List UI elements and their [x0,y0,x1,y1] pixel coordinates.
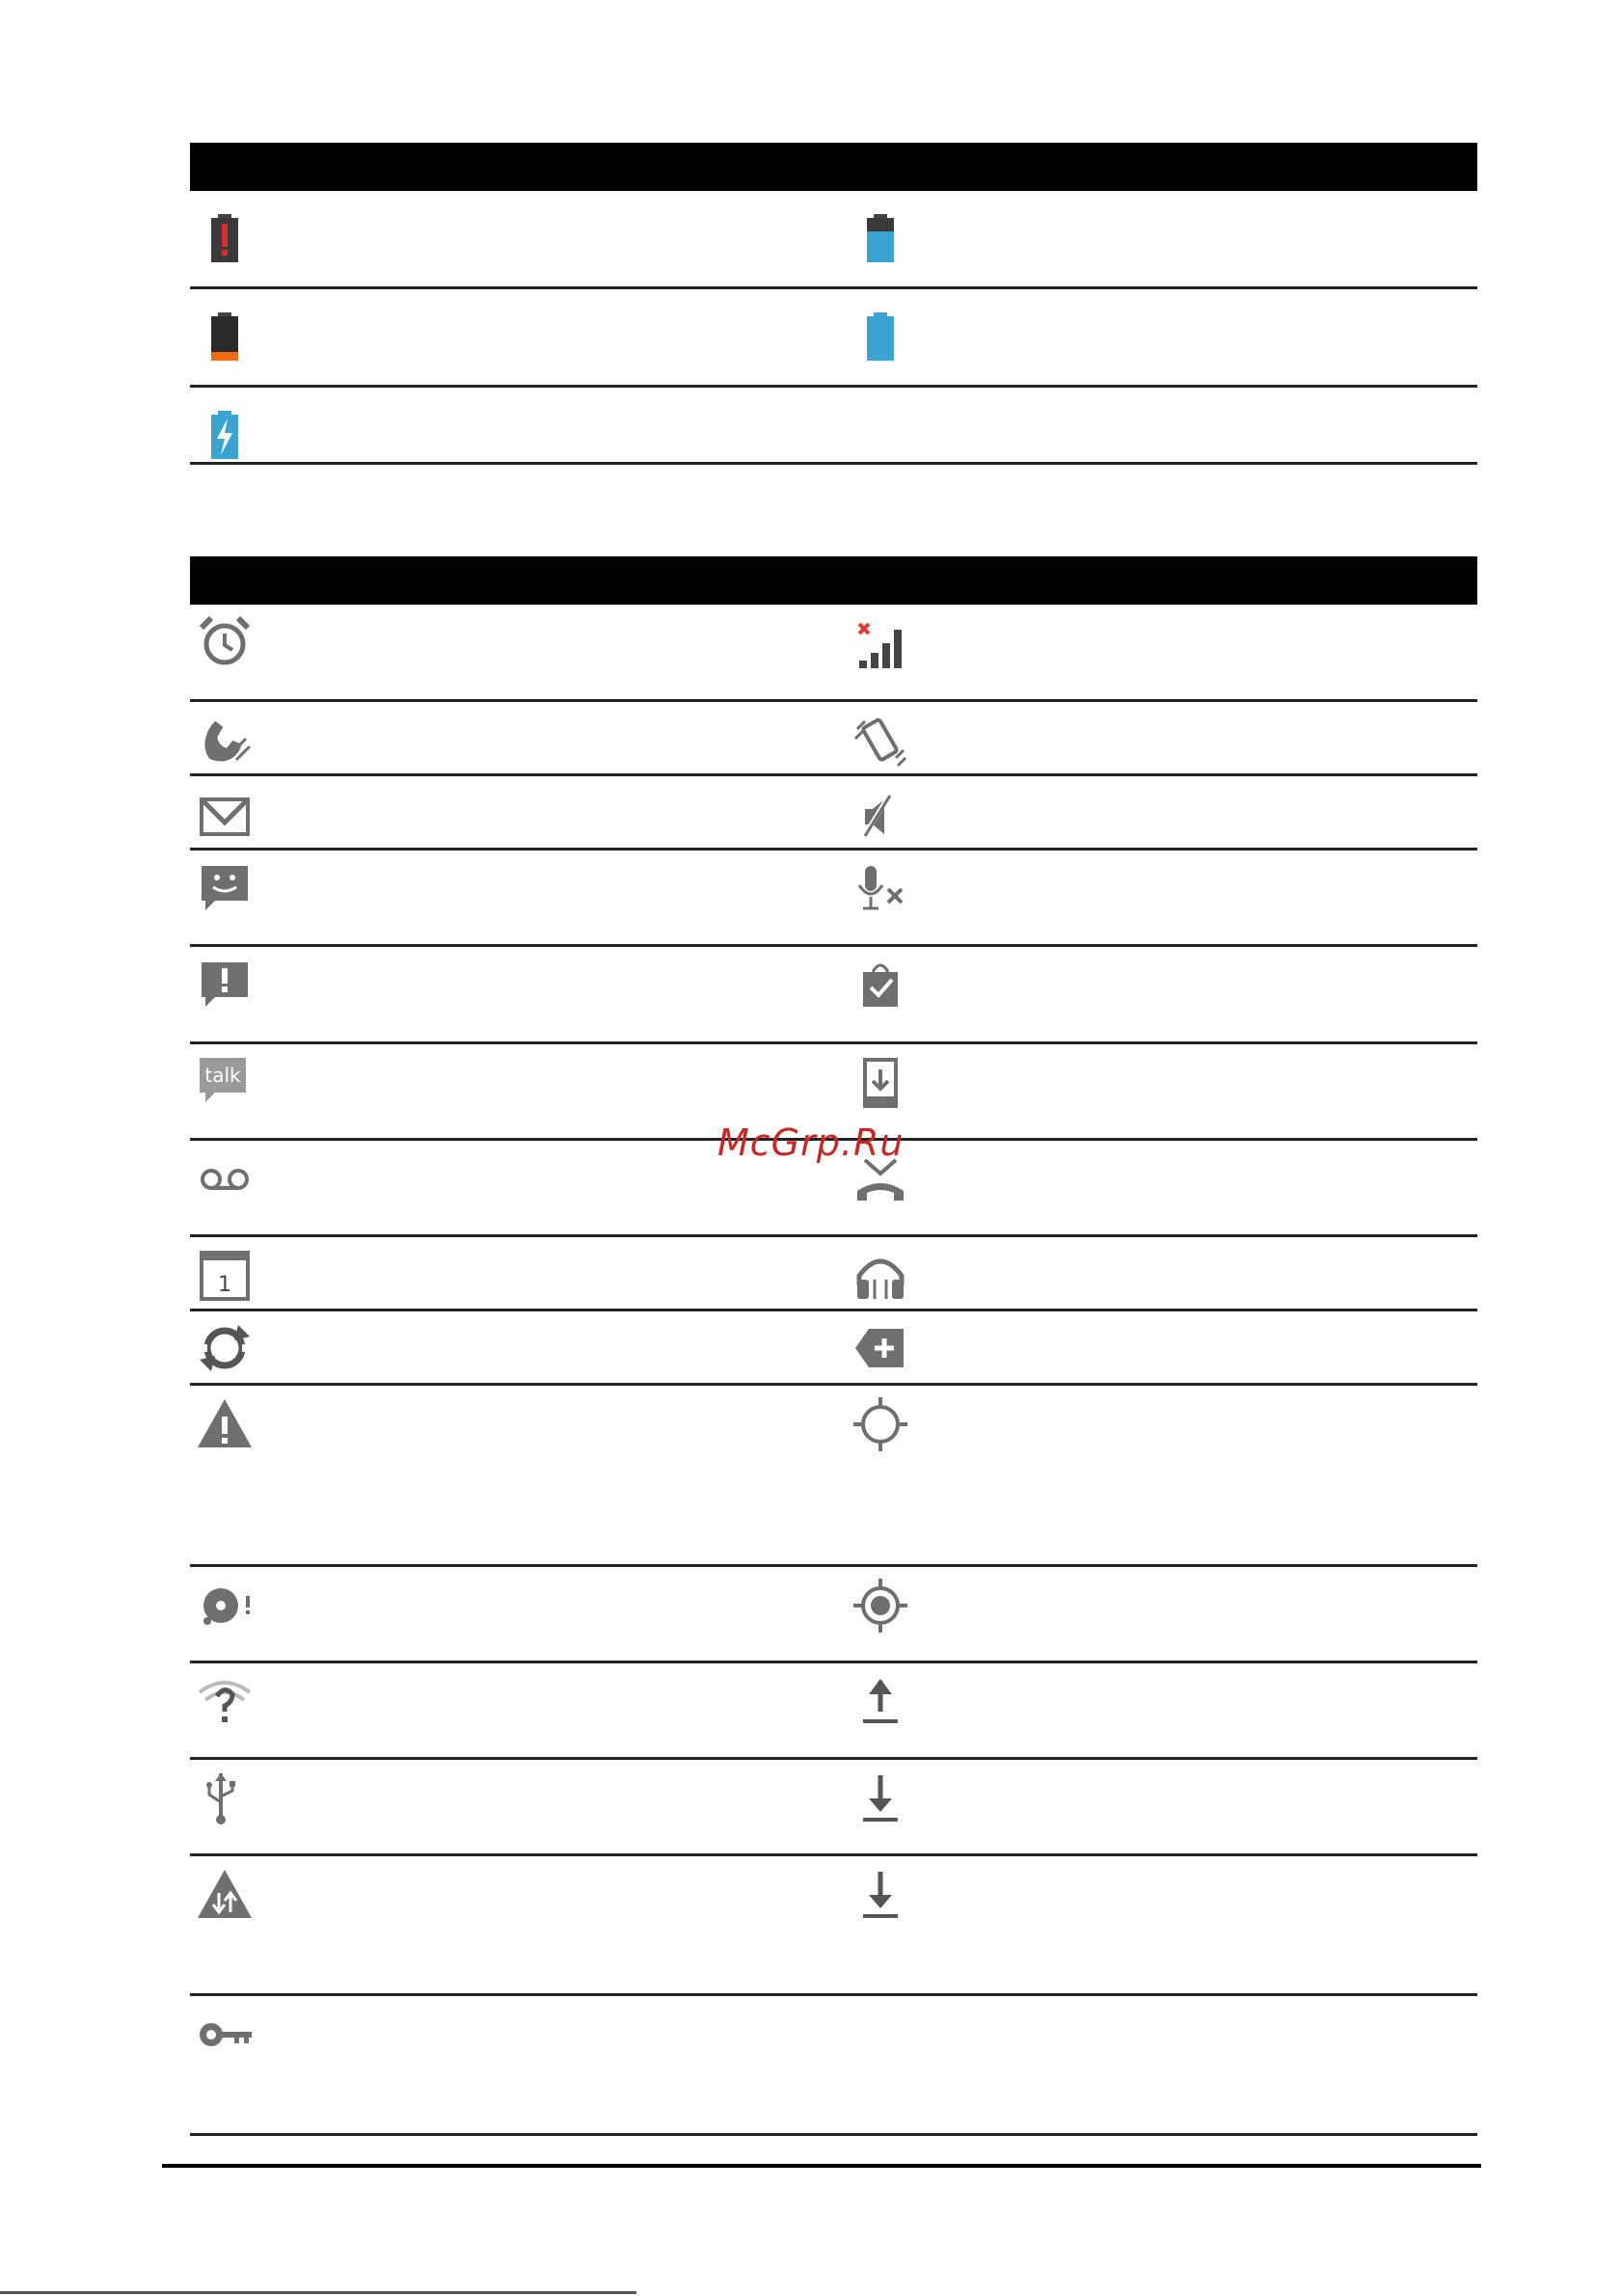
table-row [190,1237,1477,1311]
talk-icon-label: talk [204,1064,241,1087]
gmail-icon [196,786,254,844]
table-cell [846,851,1477,944]
battery-low-icon [196,307,254,365]
table-row [190,605,1477,702]
table-row [190,1311,1477,1386]
table-row [190,388,1477,465]
table-row [190,1663,1477,1760]
voicemail-icon [196,1150,254,1208]
table-cell [190,702,846,773]
upload-icon [851,1673,909,1731]
table-cell [846,605,1477,699]
alarm-icon [196,612,254,670]
table-cell [190,1237,846,1309]
battery-partial-icon [851,208,909,266]
table-cell [190,1760,846,1853]
page-edge-line [0,2291,636,2294]
table-cell [846,947,1477,1041]
table-cell [190,1663,846,1757]
data-warning-icon [196,1866,254,1924]
table-row [190,851,1477,947]
table-cell [846,1856,1477,1993]
gps-searching-icon [851,1395,909,1453]
table-cell [846,388,1477,462]
download-complete-icon [851,1866,909,1924]
calendar-icon-day: 1 [218,1273,231,1297]
speaker-muted-icon [851,786,909,844]
table-cell [190,1567,846,1661]
add-tag-icon [851,1319,909,1377]
table-cell [190,191,846,286]
battery-charging-icon [196,405,254,463]
sd-card-error-icon [196,1577,254,1634]
watermark: McGrp.Ru [717,1121,905,1164]
vpn-key-icon [196,2006,254,2064]
table-cell [846,1044,1477,1138]
table-cell [190,1856,846,1993]
table-row [190,947,1477,1044]
table-cell [190,605,846,699]
footer-rule [162,2164,1481,2168]
table-row [190,1567,1477,1663]
battery-full-icon [851,307,909,365]
table-cell [846,702,1477,773]
warning-icon [196,1395,254,1453]
table-row [190,776,1477,851]
table-cell [846,776,1477,848]
talk-icon [196,1054,254,1112]
wifi-question-icon [196,1673,254,1731]
battery-icons-table [190,143,1477,465]
table-cell [190,289,846,385]
shopping-bag-check-icon [851,957,909,1014]
download-icon [851,1769,909,1827]
notification-icons-table [190,556,1477,2136]
call-in-progress-icon [196,712,254,770]
no-signal-icon [851,616,909,674]
table-cell [846,289,1477,385]
table-cell [846,1663,1477,1757]
usb-icon [196,1769,254,1827]
sync-icon [196,1319,254,1377]
vibrate-icon [851,712,909,770]
mic-muted-icon [851,860,909,918]
sms-icon [196,860,254,918]
table-cell [190,1996,846,2133]
table-row [190,1856,1477,1996]
battery-critical-icon [196,208,254,266]
sms-error-icon [196,957,254,1014]
table-cell [846,1567,1477,1661]
table-cell [846,1996,1477,2133]
table-cell [190,947,846,1041]
table-cell [190,776,846,848]
table-cell [190,1311,846,1383]
table-cell [846,191,1477,286]
calendar-icon [196,1247,254,1305]
table-row [190,1996,1477,2136]
table-row [190,702,1477,776]
table-cell [190,1386,846,1564]
table-row [190,1760,1477,1856]
table-row [190,289,1477,388]
table-cell [846,1311,1477,1383]
table-cell [846,1237,1477,1309]
table-header [190,143,1477,191]
table-cell [846,1141,1477,1234]
download-to-device-icon [851,1054,909,1112]
table-row [190,1386,1477,1567]
table-cell [190,388,846,462]
table-row [190,191,1477,289]
table-cell [846,1386,1477,1564]
table-cell [190,851,846,944]
table-header [190,556,1477,605]
gps-fixed-icon [851,1577,909,1634]
table-cell [846,1760,1477,1853]
headphones-icon [851,1247,909,1305]
